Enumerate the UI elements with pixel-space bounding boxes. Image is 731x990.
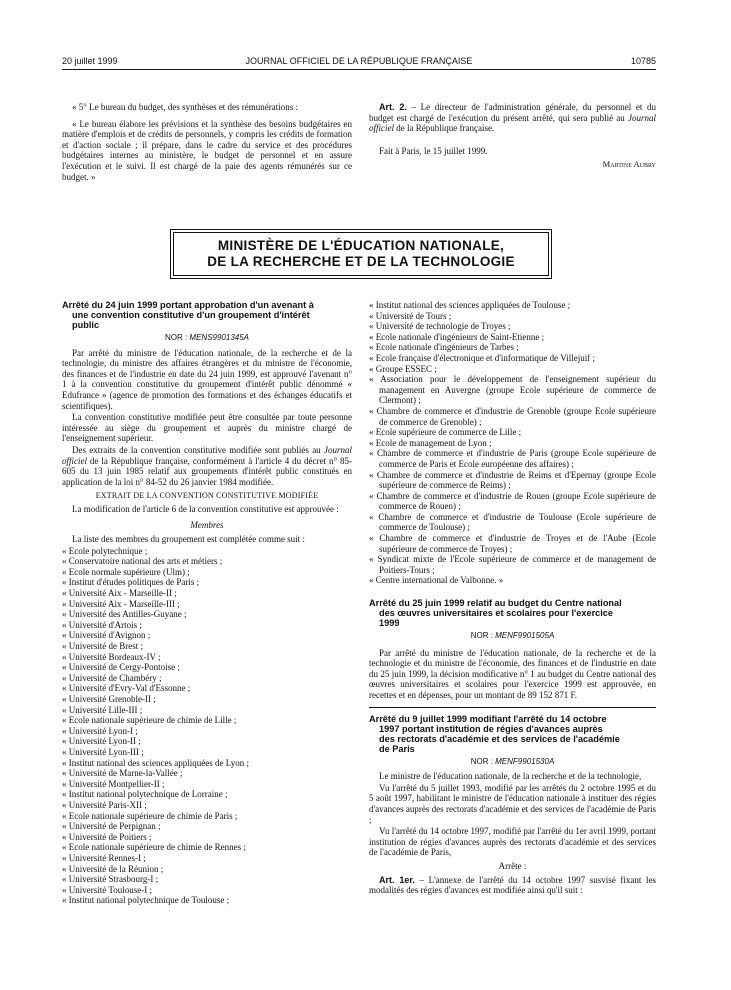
list-item: « Université de Cergy-Pontoise ;: [62, 662, 180, 673]
paragraph: [62, 445, 352, 487]
text: de la République française, conformément à l'article 4 du décret n° 85-605 du 13 juin 1985 relatif aux groupements d'intérêt public constitués en application de la loi n° 84-52 du 26 janvier 1984 modifiée.: [62, 455, 352, 487]
section-separator: [369, 707, 656, 708]
arrete-title-line: Arrêté du 25 juin 1999 relatif au budget du Centre national: [369, 598, 622, 609]
arrete-word: Arrête :: [498, 860, 527, 871]
arrete-title-line: Arrêté du 24 juin 1999 portant approbation d'un avenant à: [62, 300, 314, 310]
membres-heading: Membres: [190, 519, 224, 530]
lower-right-column: [369, 300, 656, 897]
list-item: « Université Lyon-II ;: [62, 736, 141, 747]
arrete-title: [62, 300, 352, 330]
list-item: « Université Bordeaux-IV ;: [62, 651, 161, 662]
list-item: « Conservatoire national des arts et métiers ;: [62, 556, 223, 567]
list-item: « Université de Poitiers ;: [62, 831, 152, 842]
list-item: « Ecole de management de Lyon ;: [369, 437, 492, 448]
ministry-heading-box: [170, 229, 552, 279]
nor-reference: [62, 333, 352, 344]
nor-code: MENF9901505A: [495, 631, 555, 641]
fait-a-paris: Fait à Paris, le 15 juillet 1999.: [379, 145, 488, 156]
lower-left-column: [62, 300, 352, 906]
list-item: « Chambre de commerce et d'industrie de Rouen (groupe Ecole supérieure de commerce de Rouen) ;: [369, 490, 656, 512]
nor-code: MENS9901345A: [189, 333, 250, 342]
nor-reference: [369, 757, 656, 768]
list-item: « Ecole française d'électronique et d'informatique de Villejuif ;: [369, 352, 595, 363]
list-item: « Université de Brest ;: [62, 641, 143, 652]
list-item: « Université de Perpignan ;: [62, 821, 161, 832]
paragraph: Par arrêté du ministre de l'éducation nationale, de la recherche et de la technologie et du ministre de l'économie, des finances et de l'industrie en date du 25 juin 1999, la décision modificative n° 1 au budget du Centre national des œuvres universitaires et scolaires pour l'exercice 1999 est approuvée, en recettes et en dépenses, pour un montant de 89 152 871 F.: [369, 647, 656, 700]
list-item: « Université de Marne-la-Vallée ;: [62, 768, 183, 779]
article-label: Art. 1er.: [379, 874, 415, 885]
members-list-continued: [369, 300, 656, 586]
paragraph: Par arrêté du ministre de l'éducation nationale, de la recherche et de la technologie, du ministre des affaires étrangères et du ministre de l'économie, des finances et de l'industrie en date du 24 juin 1999, est approuvé l'avenant n° 1 à la convention constitutive du groupement d'intérêt public dénommé « Edufrance » (agence de promotion des formations et des échanges éducatifs et scientifiques).: [62, 347, 352, 411]
list-item: « Université de Chambéry ;: [62, 672, 162, 683]
list-item: « Université d'Evry-Val d'Essonne ;: [62, 683, 191, 694]
arrete-title: [369, 714, 656, 754]
arrete-title: [369, 598, 656, 628]
arrete-title-line: public: [72, 320, 100, 330]
arrete-title-line: des œuvres universitaires et scolaires pour l'exercice: [379, 608, 614, 619]
list-item: « Chambre de commerce et d'industrie de Grenoble (groupe Ecole supérieure de commerce de Grenoble) ;: [369, 405, 656, 427]
list-item: « Centre international de Valbonne. »: [369, 575, 504, 586]
article-paragraph: [369, 875, 656, 896]
list-item: « Université Rennes-I ;: [62, 852, 146, 863]
paragraph: Le ministre de l'éducation nationale, de la recherche et de la technologie,: [379, 771, 642, 782]
nor-label: NOR :: [164, 333, 190, 342]
list-item: « Ecole nationale supérieure de chimie de Lille ;: [62, 715, 237, 726]
list-item: « Ecole nationale d'ingénieurs de Tarbes ;: [369, 342, 519, 353]
arrete-title-line: des rectorats d'académie et des services de l'académie: [379, 733, 620, 744]
page-header: [62, 56, 656, 68]
list-item: « Université Grenoble-II ;: [62, 694, 156, 704]
paragraph: La modification de l'article 6 de la convention constitutive est approuvée :: [72, 503, 339, 514]
list-item: « Université Lyon-I ;: [62, 725, 138, 736]
arrete-title-line: une convention constitutive d'un groupement d'intérêt: [72, 310, 310, 320]
nor-label: NOR :: [470, 756, 496, 766]
list-item: « Université des Antilles-Guyane ;: [62, 609, 187, 620]
list-item: « Université Paris-XII ;: [62, 799, 147, 810]
arrete-title-line: Arrêté du 9 juillet 1999 modifiant l'arrêté du 14 octobre: [369, 713, 607, 724]
list-item: « Ecole polytechnique ;: [62, 545, 148, 556]
header-journal-title: JOURNAL OFFICIEL DE LA RÉPUBLIQUE FRANÇAISE: [245, 56, 473, 66]
list-item: « Université Strasbourg-I ;: [62, 874, 159, 885]
ministry-title-line1: MINISTÈRE DE L'ÉDUCATION NATIONALE,: [217, 238, 505, 253]
signature: Martine Aubry: [602, 159, 656, 170]
extrait-heading: EXTRAIT DE LA CONVENTION CONSTITUTIVE MODIFIÉE: [95, 491, 319, 501]
journal-officiel-ref: Journal officiel: [62, 444, 352, 466]
paragraph: La convention constitutive modifiée peut être consultée par toute personne intéressée au siège du groupement et auprès du ministre chargé de l'enseignement supérieur.: [62, 412, 352, 444]
list-item: « Université de technologie de Troyes ;: [369, 321, 511, 332]
list-item: « Chambre de commerce et d'industrie de Troyes et de l'Aube (Ecole supérieure de commerce de Troyes) ;: [369, 533, 656, 554]
list-item: « Université Toulouse-I ;: [62, 884, 152, 895]
list-item: « Chambre de commerce et d'industrie de Reims et d'Epernay (groupe Ecole supérieure de commerce de Reims) ;: [369, 469, 656, 491]
list-item: « Ecole normale supérieure (Ulm) ;: [62, 566, 190, 577]
paragraph: Vu l'arrêté du 5 juillet 1993, modifié par les arrêtés du 2 octobre 1995 et du 5 août 1997, habilitant le ministre de l'éducation nationale à instituer des régies d'avances auprès des rectorats d'académie et des services de l'académie de Paris ;: [369, 782, 656, 825]
top-left-column: [62, 102, 352, 183]
list-item: « Université de la Réunion ;: [62, 863, 164, 874]
list-item: « Université Montpellier-II ;: [62, 778, 165, 789]
list-item: « Syndicat mixte de l'Ecole supérieure de commerce et de management de Poitiers-Tours ;: [369, 554, 656, 575]
header-rule: [62, 69, 656, 70]
paragraph: « Le bureau élabore les prévisions et la synthèse des besoins budgétaires en matière d'emplois et de crédits de personnels, y compris les crédits de formation et d'action sociale ; il prépare, dans le cadre du service et des procédures budgétaires internes au ministère, le budget de personnel et en assure l'exécution et le suivi. Il est chargé de la paie des agents rémunérés sur ce budget. »: [62, 118, 352, 182]
list-item: « Institut national polytechnique de Toulouse ;: [62, 895, 230, 906]
article-paragraph: [369, 102, 656, 134]
header-date: 20 juillet 1999: [62, 56, 118, 66]
list-item: « Groupe ESSEC ;: [369, 363, 437, 374]
list-item: « Université Lyon-III ;: [62, 746, 144, 757]
list-item: « Université Lille-III ;: [62, 704, 143, 715]
paragraph: « 5° Le bureau du budget, des synthèses et des rémunérations :: [72, 102, 299, 112]
nor-code: MENF9901530A: [495, 756, 555, 766]
list-item: « Chambre de commerce et d'industrie de Paris (groupe Ecole supérieure de commerce de Paris et Ecole européenne des affaires) ;: [369, 448, 656, 469]
ministry-title-line2: DE LA RECHERCHE ET DE LA TECHNOLOGIE: [207, 254, 515, 269]
list-item: « Université Aix - Marseille-III ;: [62, 598, 180, 609]
list-item: « Association pour le développement de l'enseignement supérieur du management en Auvergne (groupe Ecole supérieure de commerce de Clermont) ;: [369, 374, 656, 406]
list-item: « Ecole nationale d'ingénieurs de Saint-Etienne ;: [369, 331, 545, 342]
list-item: « Chambre de commerce et d'industrie de Toulouse (Ecole supérieure de commerce de Toulouse) ;: [369, 511, 656, 533]
article-text: de la République française.: [394, 123, 495, 134]
list-item: « Université de Tours ;: [369, 310, 452, 321]
top-right-column: [369, 102, 656, 170]
arrete-title-line: 1999: [379, 618, 400, 629]
article-text: – Le directeur de l'administration générale, du personnel et du budget est chargé de l'exécution du présent arrêté, qui sera publié au: [369, 102, 656, 123]
list-item: « Institut national des sciences appliquées de Lyon ;: [62, 757, 249, 768]
arrete-title-line: 1997 portant institution de régies d'avances auprès: [379, 723, 603, 734]
paragraph: Vu l'arrêté du 14 octobre 1997, modifié par l'arrêté du 1er avril 1999, portant institution de régies d'avances auprès des rectorats d'académie et des services de l'académie de Paris,: [369, 826, 656, 858]
list-item: « Ecole nationale supérieure de chimie de Paris ;: [62, 810, 238, 821]
article-text: – L'annexe de l'arrêté du 14 octobre 1997 susvisé fixant les modalités des régies d'avances est modifiée ainsi qu'il suit :: [369, 874, 656, 896]
article-label: Art. 2.: [379, 102, 407, 112]
text: Des extraits de la convention constitutive modifiée sont publiés au: [72, 444, 324, 455]
paragraph: La liste des membres du groupement est complétée comme suit :: [72, 534, 305, 545]
list-item: « Institut national polytechnique de Lorraine ;: [62, 789, 228, 800]
nor-reference: [369, 631, 656, 642]
list-item: « Institut d'études politiques de Paris ;: [62, 577, 200, 588]
members-list: [62, 546, 352, 906]
list-item: « Université d'Artois ;: [62, 619, 142, 630]
list-item: « Institut national des sciences appliquées de Toulouse ;: [369, 300, 571, 310]
header-page-number: 10785: [630, 56, 656, 66]
nor-label: NOR :: [470, 631, 496, 641]
list-item: « Ecole nationale supérieure de chimie de Rennes ;: [62, 842, 246, 853]
journal-officiel-ref: Journal officiel: [369, 112, 656, 134]
list-item: « Université d'Avignon ;: [62, 630, 151, 641]
list-item: « Université Aix - Marseille-II ;: [62, 588, 177, 599]
list-item: « Ecole supérieure de commerce de Lille ;: [369, 427, 522, 438]
arrete-title-line: de Paris: [379, 743, 415, 754]
